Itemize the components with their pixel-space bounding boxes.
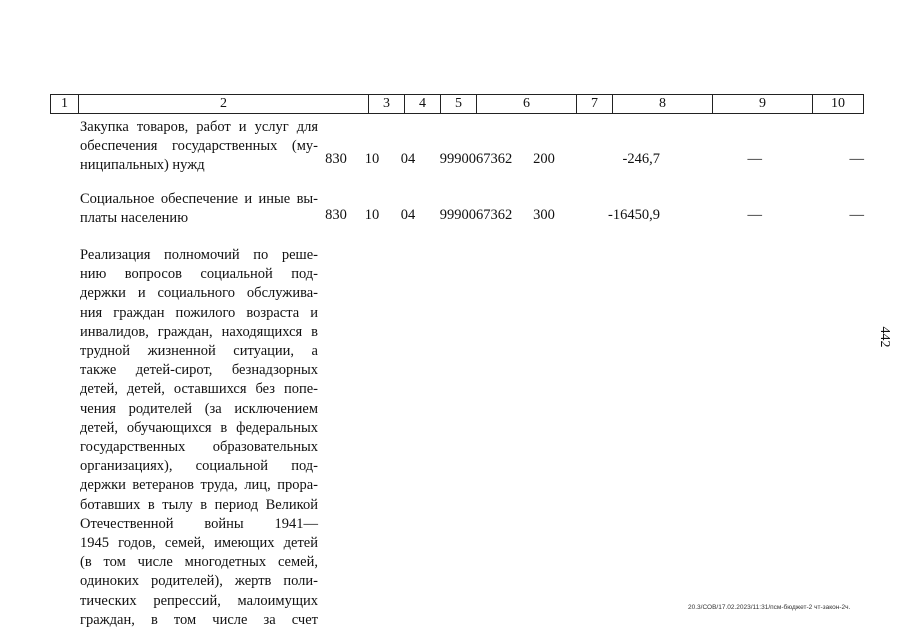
- row-2-desc-line: платы населению: [80, 210, 189, 227]
- row-2-col-5: 04: [400, 207, 416, 223]
- row-3-description: [80, 246, 318, 630]
- row-3-desc-line: инвалидов, граждан, находящихся в: [80, 323, 318, 340]
- row-1-desc-line: Закупка товаров, работ и услуг для: [80, 119, 318, 135]
- row-2-col-9: —: [747, 207, 762, 223]
- row-3-desc-line: держки ветеранов труда, лиц, прора-: [80, 477, 318, 494]
- row-2-description: [80, 190, 318, 228]
- row-3-desc-line: государственных образовательных: [80, 439, 318, 456]
- row-1-col-10: —: [849, 151, 864, 167]
- row-3-desc-line: чения родителей (за исключением: [80, 400, 318, 417]
- row-2-desc-line: Социальное обеспечение и иные вы-: [80, 191, 318, 207]
- row-1-description: [80, 118, 318, 176]
- row-2-col-7: 300: [533, 207, 555, 223]
- row-3-desc-line: нию вопросов социальной под-: [80, 266, 318, 283]
- header-col-10: 10: [831, 96, 845, 111]
- row-1-col-8: -246,7: [622, 151, 660, 167]
- row-3-desc-line: (в том числе многодетных семей,: [80, 554, 318, 571]
- row-2-col-6: 9990067362: [439, 207, 513, 223]
- header-col-2: 2: [79, 95, 369, 113]
- header-col-6: 6: [477, 95, 577, 113]
- page-number: 442: [877, 326, 892, 348]
- row-3-desc-line: детей, детей, оставшихся без попе-: [80, 381, 318, 398]
- row-1-col-7: 200: [533, 151, 555, 167]
- row-3-desc-line: трудной жизненной ситуации, а: [80, 343, 318, 360]
- row-3-desc-line: граждан, в том числе за счет: [80, 611, 318, 628]
- row-3-desc-line: Реализация полномочий по реше-: [80, 247, 318, 263]
- row-3-desc-line: тических репрессий, малоимущих: [80, 592, 318, 609]
- row-3-desc-line: также детей-сирот, безнадзорных: [80, 362, 318, 379]
- row-1-desc-line: обеспечения государственных (му-: [80, 138, 318, 155]
- row-3-desc-line: детей, обучающихся в федеральных: [80, 419, 318, 436]
- header-col-4: 4: [405, 95, 441, 113]
- row-3-desc-line: организациях), социальной под-: [80, 458, 318, 475]
- header-col-7: 7: [577, 95, 613, 113]
- row-3-desc-line: ния граждан пожилого возраста и: [80, 304, 318, 321]
- header-col-9: 9: [713, 95, 813, 113]
- row-2-col-8: -16450,9: [608, 207, 660, 223]
- row-2-col-4: 10: [364, 207, 380, 223]
- header-col-5: 5: [441, 95, 477, 113]
- row-1-col-9: —: [747, 151, 762, 167]
- row-1-col-6: 9990067362: [439, 151, 513, 167]
- row-2-col-3: 830: [325, 207, 347, 223]
- header-col-1: 1: [51, 95, 79, 113]
- row-1-col-4: 10: [364, 151, 380, 167]
- row-1-col-3: 830: [325, 151, 347, 167]
- footer-print-stamp: 20.3/СОВ/17.02.2023/11:31/псм-бюджет-2 чт-закон-2ч.: [688, 604, 851, 611]
- table-header-row: [50, 94, 864, 114]
- row-1-desc-line: ниципальных) нужд: [80, 157, 205, 174]
- row-2-col-10: —: [849, 207, 864, 223]
- row-3-desc-line: ботавших в тылу в период Великой: [80, 496, 318, 513]
- row-1-col-5: 04: [400, 151, 416, 167]
- row-3-desc-line: одиноких родителей), жертв поли-: [80, 573, 318, 590]
- header-col-8: 8: [613, 95, 713, 113]
- header-col-3: 3: [369, 95, 405, 113]
- row-3-desc-line: 1945 годов, семей, имеющих детей: [80, 535, 318, 552]
- row-3-desc-line: Отечественной войны 1941—: [80, 515, 318, 532]
- row-3-desc-line: держки и социального обслужива-: [80, 285, 318, 302]
